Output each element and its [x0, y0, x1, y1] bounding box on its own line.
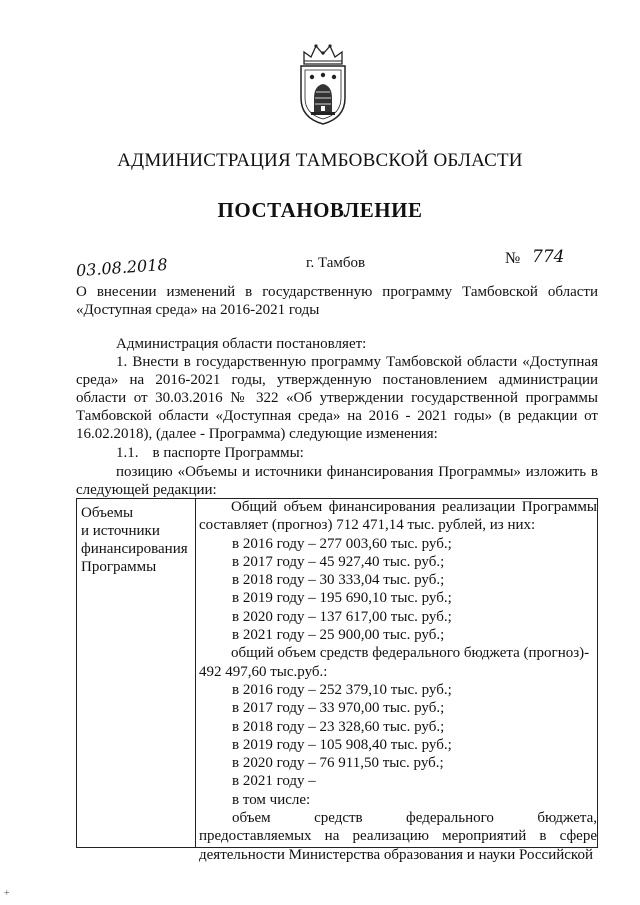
federal-year-line: в 2017 году – 33 970,00 тыс. руб.; — [232, 700, 445, 717]
federal-year-line: в 2019 году – 105 908,40 тыс. руб.; — [232, 736, 452, 753]
item-1: 1. Внести в государственную программу Тамбовской области «Доступная среда» на 2016-2021 годы, утвержденную постановлением администрации области от 30.03.2016 № 322 «Об утверждении государственной программы Тамбовской области «Доступная среда» на 2016 - 2021 годы» (в редакции от 16.02.2018), (далее - Программа) следующие изменения: — [76, 354, 598, 442]
document-number: 774 — [532, 247, 565, 267]
coat-of-arms-emblem — [296, 42, 350, 126]
document-subject: О внесении изменений в государственную программу Тамбовской области «Доступная среда» на 2016-2021 годы — [76, 284, 598, 318]
total-year-line: в 2017 году – 45 927,40 тыс. руб.; — [232, 553, 445, 570]
federal-year-line: в 2018 году – 23 328,60 тыс. руб.; — [232, 718, 445, 735]
federal-detail-text: предоставляемых на реализацию мероприятий в сфере деятельности Министерства образования и науки Российской — [199, 828, 597, 863]
item-1-1-text: в паспорте Программы: — [152, 445, 304, 461]
total-financing-intro: Общий объем финансирования реализации Программы составляет (прогноз) 712 471,14 тыс. рублей, из них: — [199, 499, 597, 534]
document-date: 03.08.2018 — [75, 254, 169, 281]
document-number-label: № — [505, 250, 521, 267]
federal-year-line: в 2016 году – 252 379,10 тыс. руб.; — [232, 681, 452, 698]
item-1-1 — [116, 445, 304, 462]
left-line: и источники — [81, 523, 160, 539]
position-instruction: позицию «Объемы и источники финансирования Программы» изложить в следующей редакции: — [76, 464, 598, 498]
organization-name: АДМИНИСТРАЦИЯ ТАМБОВСКОЙ ОБЛАСТИ — [117, 150, 523, 171]
item-1-1-number: 1.1. — [116, 445, 139, 461]
left-line: Программы — [81, 559, 157, 575]
left-line: Объемы — [81, 505, 134, 521]
total-year-line: в 2020 году – 137 617,00 тыс. руб.; — [232, 608, 452, 625]
table-left-cell — [81, 504, 193, 576]
page-corner-mark: + — [4, 888, 10, 899]
federal-detail-line: объем средств федерального бюджета, — [232, 810, 597, 827]
federal-total-line: 492 497,60 тыс.руб.: — [199, 663, 328, 680]
federal-year-line: в том числе: — [232, 791, 311, 808]
total-year-line: в 2016 году – 277 003,60 тыс. руб.; — [232, 535, 452, 552]
federal-year-line: в 2021 году – — [232, 773, 316, 790]
total-year-line: в 2021 году – 25 900,00 тыс. руб.; — [232, 627, 445, 644]
document-type: ПОСТАНОВЛЕНИЕ — [217, 198, 423, 222]
table-right-cell — [199, 498, 597, 864]
document-city: г. Тамбов — [306, 255, 366, 271]
federal-intro-line: общий объем средств федерального бюджета (прогноз)- — [231, 645, 590, 662]
preamble: Администрация области постановляет: — [116, 336, 367, 352]
table-divider — [195, 499, 196, 847]
federal-year-line: в 2020 году – 76 911,50 тыс. руб.; — [232, 755, 444, 772]
financing-table — [76, 498, 598, 863]
total-year-line: в 2018 году – 30 333,04 тыс. руб.; — [232, 572, 445, 589]
left-line: финансирования — [81, 541, 188, 557]
total-year-line: в 2019 году – 195 690,10 тыс. руб.; — [232, 590, 452, 607]
